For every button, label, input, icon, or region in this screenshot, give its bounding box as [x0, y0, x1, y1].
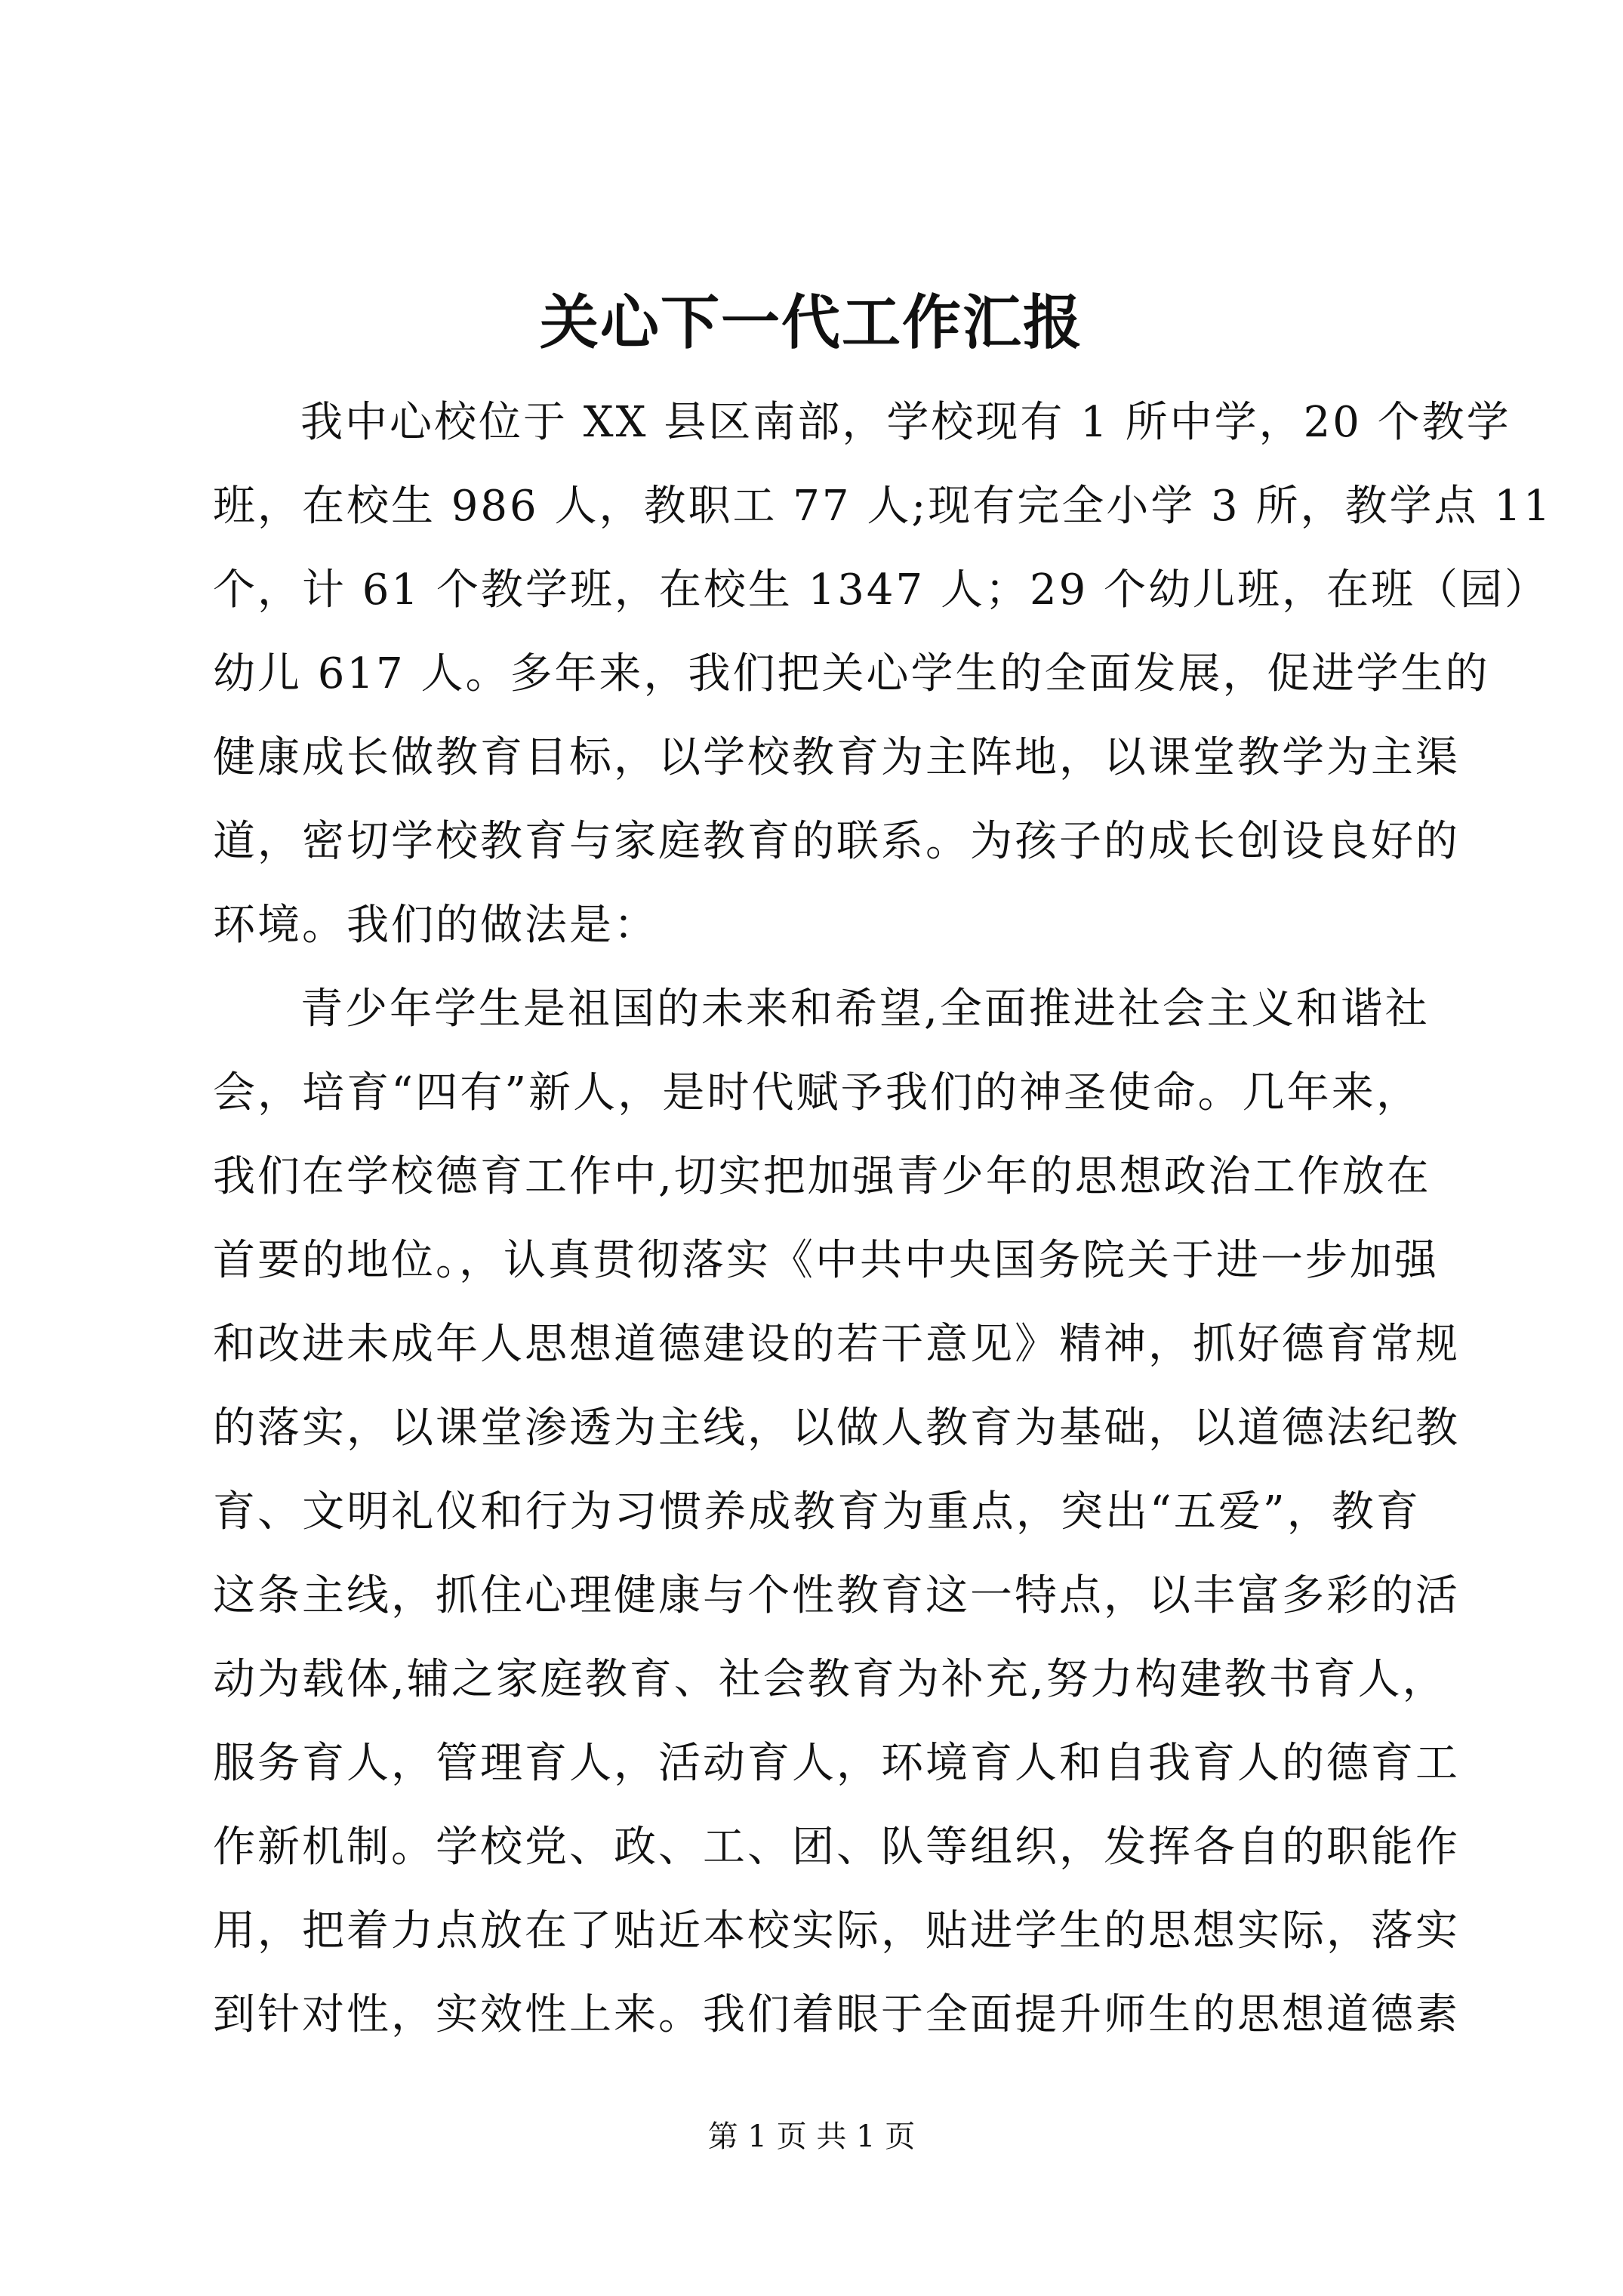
- text-line: 班，在校生 986 人，教职工 77 人;现有完全小学 3 所，教学点 11: [213, 482, 1553, 531]
- text-line: 幼儿 617 人。多年来，我们把关心学生的全面发展，促进学生的: [213, 649, 1490, 698]
- text-line: 动为载体,辅之家庭教育、社会教育为补充,努力构建教书育人，: [213, 1655, 1447, 1704]
- text-line: 道，密切学校教育与家庭教育的联系。为孩子的成长创设良好的: [213, 817, 1460, 866]
- text-line: 育、文明礼仪和行为习惯养成教育为重点，突出“五爱”，教育: [213, 1487, 1421, 1536]
- text-line: 环境。我们的做法是：: [213, 901, 658, 950]
- text-line: 作新机制。学校党、政、工、团、队等组织，发挥各自的职能作: [213, 1823, 1460, 1872]
- text-line: 这条主线，抓住心理健康与个性教育这一特点，以丰富多彩的活: [213, 1571, 1460, 1620]
- text-line: 的落实，以课堂渗透为主线，以做人教育为基础，以道德法纪教: [213, 1404, 1460, 1453]
- text-line: 服务育人，管理育人，活动育人，环境育人和自我育人的德育工: [213, 1739, 1460, 1788]
- text-line: 我们在学校德育工作中,切实把加强青少年的思想政治工作放在: [213, 1152, 1431, 1201]
- text-line: 首要的地位。，认真贯彻落实《中共中央国务院关于进一步加强: [213, 1236, 1439, 1285]
- text-line: 和改进未成年人思想道德建设的若干意见》精神，抓好德育常规: [213, 1320, 1460, 1369]
- text-line: 青少年学生是祖国的未来和希望,全面推进社会主义和谐社: [300, 985, 1430, 1034]
- text-line: 到针对性，实效性上来。我们着眼于全面提升师生的思想道德素: [213, 1990, 1460, 2039]
- document-title: 关心下一代工作汇报: [539, 288, 1083, 357]
- text-line: 会，培育“四有”新人，是时代赋予我们的神圣使命。几年来，: [213, 1068, 1421, 1117]
- text-line: 用，把着力点放在了贴近本校实际，贴进学生的思想实际，落实: [213, 1906, 1460, 1955]
- text-line: 我中心校位于 XX 县区南部，学校现有 1 所中学，20 个教学: [300, 398, 1511, 447]
- page-footer: 第 1 页 共 1 页: [707, 2119, 916, 2154]
- document-body: [213, 381, 1553, 2057]
- text-line: 个，计 61 个教学班，在校生 1347 人；29 个幼儿班，在班（园）: [213, 566, 1550, 615]
- text-line: 健康成长做教育目标，以学校教育为主阵地，以课堂教学为主渠: [213, 733, 1460, 782]
